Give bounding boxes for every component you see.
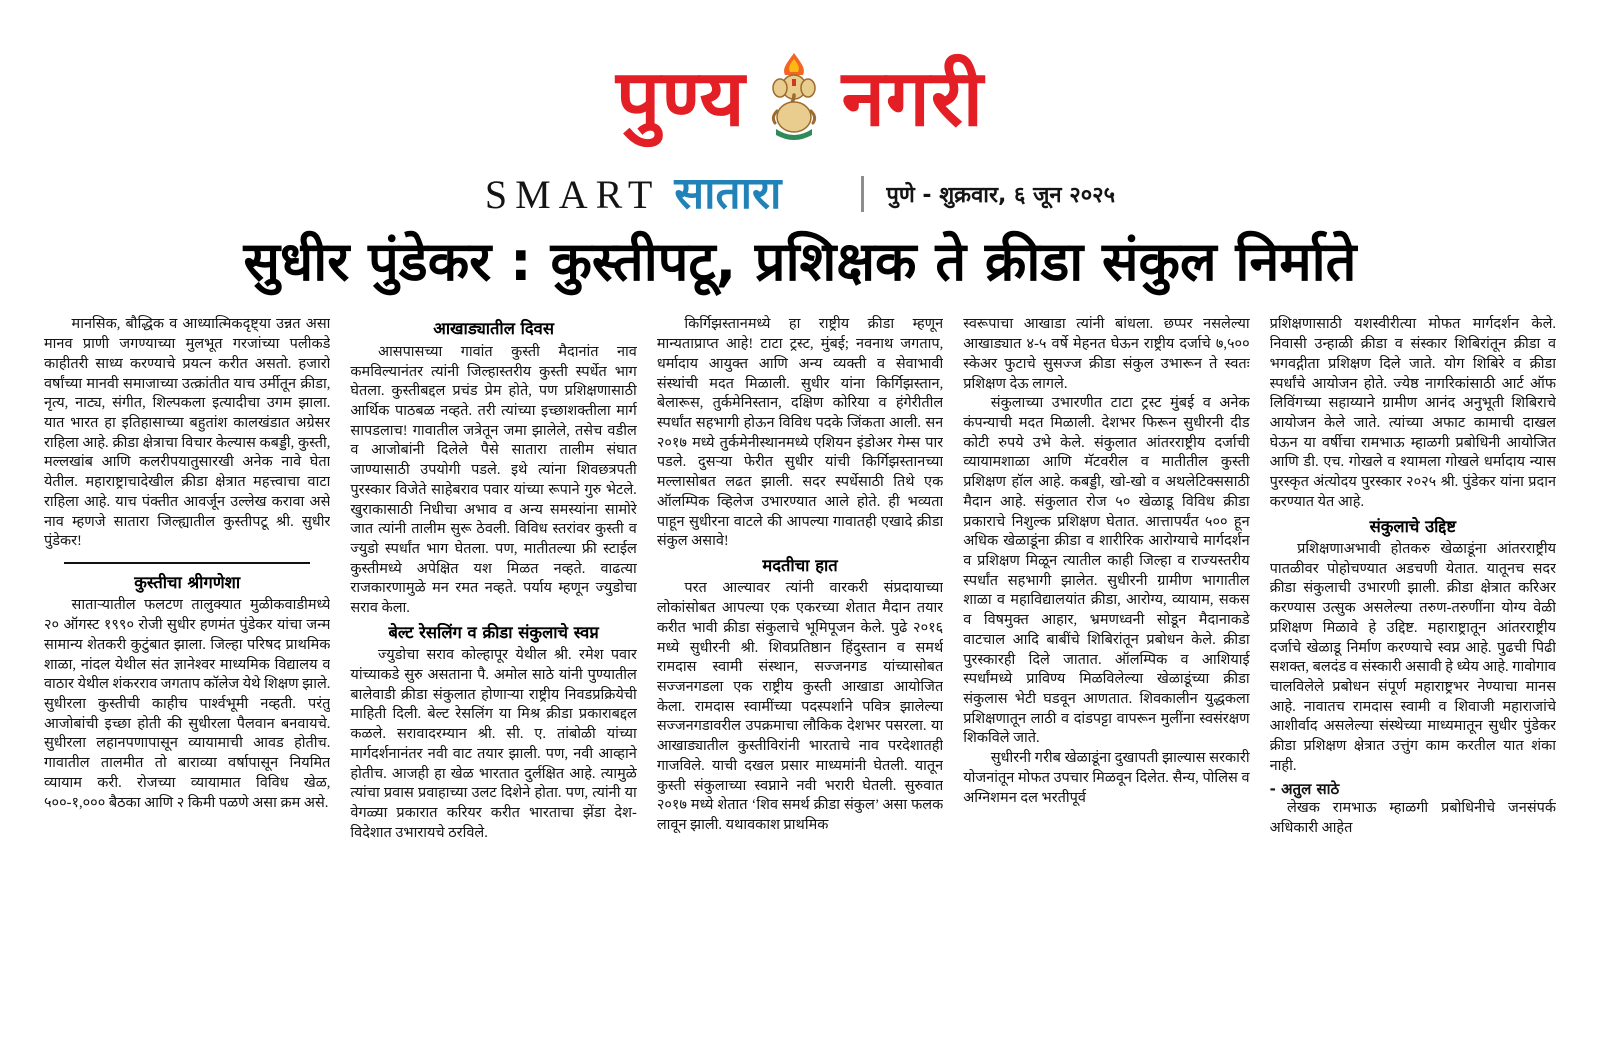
subheading: संकुलाचे उद्दिष्ट [1369, 516, 1457, 536]
subheading: मदतीचा हात [762, 556, 838, 576]
article-column-3 [657, 315, 943, 960]
author-byline: - अतुल साठे [1269, 779, 1340, 798]
paragraph: आसपासच्या गावांत कुस्ती मैदानांत नाव कमविल्यानंतर त्यांनी जिल्हास्तरीय कुस्ती स्पर्धेत भाग घेतला. कुस्तीबद्दल प्रचंड प्रेम होते, पण प्रशिक्षणासाठी आर्थिक पाठबळ नव्हते. तरी त्यांच्या इच्छाशक्तीला मार्ग सापडलाच! गावातील जत्रेतून जमा झालेले, तसेच वडील व आजोबांनी दिलेले पैसे सातारा तालीम संघात जाण्यासाठी उपयोगी पडले. इथे त्यांना शिवछत्रपती पुरस्कार विजेते साहेबराव पवार यांच्या रूपाने गुरु भेटले. खुराकासाठी निधीचा अभाव व अन्य समस्यांना सामोरे जात त्यांनी तालीम सुरू ठेवली. विविध स्तरांवर कुस्ती व ज्युडो स्पर्धांत भाग घेतला. पण, मातीतल्या फ्री स्टाईल कुस्तीमध्ये अपेक्षित यश मिळत नव्हते. वाढत्या राजकारणामुळे मन रमत नव्हते. पर्याय म्हणून ज्युडोचा सराव केला. [350, 343, 637, 617]
section-divider-rule [64, 562, 310, 564]
paragraph: स्वरूपाचा आखाडा त्यांनी बांधला. छप्पर नसलेल्या आखाड्यात ४-५ वर्षे मेहनत घेऊन राष्ट्रीय दर्जाचे ७,५०० स्केअर फुटाचे सुसज्ज क्रीडा संकुल उभारून ते स्वतः प्रशिक्षण देऊ लागले. [963, 316, 1250, 392]
subheading: आखाड्यातील दिवस [433, 319, 555, 339]
masthead-title-left: पुण्य [616, 54, 746, 144]
subheading: बेल्ट रेसलिंग व क्रीडा संकुलाचे स्वप्न [388, 622, 599, 642]
paragraph: संकुलाच्या उभारणीत टाटा ट्रस्ट मुंबई व अनेक कंपन्याची मदत मिळाली. देशभर फिरून सुधीरनी दीड कोटी रुपये उभे केले. संकुलात आंतरराष्ट्रीय दर्जाची व्यायामशाळा आणि मॅटवरील व मातीतील कुस्ती प्रशिक्षण हॉल आहे. कबड्डी, खो-खो व अथलेटिक्ससाठी मैदान आहे. संकुलात रोज ५० खेळाडू विविध क्रीडा प्रकाराचे निशुल्क प्रशिक्षण घेतात. आत्तापर्यंत ५०० हून अधिक खेळाडूंना क्रीडा व शारीरिक आरोग्याचे मार्गदर्शन व प्रशिक्षण मिळून त्यातील काही जिल्हा व राज्यस्तरीय स्पर्धांत सहभागी झालेत. सुधीरनी ग्रामीण भागातील शाळा व महाविद्यालयांत क्रीडा, आरोग्य, व्यायाम, सकस व विषमुक्त आहार, भ्रमणध्वनी सोडून मैदानाकडे वाटचाल आदि बाबींचे शिबिरांतून प्रबोधन केले. क्रीडा पुरस्कारही दिले जातात. ऑलम्पिक व आशियाई स्पर्धांमध्ये प्राविण्य मिळविलेल्या खेळाडूंच्या क्रीडा संकुलास भेटी घडवून आणतात. शिवकालीन युद्धकला प्रशिक्षणातून लाठी व दांडपट्टा वापरून मुलींना स्वसंरक्षण शिकविले जाते. [963, 395, 1250, 747]
masthead-title-right: नगरी [841, 54, 984, 144]
article-columns [44, 315, 1556, 960]
article-column-2 [350, 315, 636, 960]
paragraph: किर्गिझस्तानमध्ये हा राष्ट्रीय क्रीडा म्हणून मान्यताप्राप्त आहे! टाटा ट्रस्ट, मुंबई; नवनाथ जगताप, धर्मादाय आयुक्त आणि अन्य व्यक्ती व सेवाभावी संस्थांची मदत मिळाली. सुधीर यांना किर्गिझस्तान, बेलारूस, तुर्कमेनिस्तान, दक्षिण कोरिया व हंगेरीतील स्पर्धांत सहभागी होऊन विविध पदके जिंकता आली. सन २०१७ मध्ये तुर्कमेनीस्थानमध्ये एशियन इंडोअर गेम्स पार पडले. दुसऱ्या फेरीत सुधीर यांची किर्गिझस्तानच्या मल्लासोबत लढत झाली. सदर स्पर्धेसाठी तिथे एक ऑलम्पिक व्हिलेज उभारण्यात आले होते. ही भव्यता पाहून सुधीरना वाटले की आपल्या गावातही एखादे क्रीडा संकुल असावे! [656, 316, 944, 550]
paragraph: ज्युडोचा सराव कोल्हापूर येथील श्री. रमेश पवार यांच्याकडे सुरु असताना पै. अमोल साठे यांनी पुण्यातील बालेवाडी क्रीडा संकुलात होणाऱ्या राष्ट्रीय निवडप्रक्रियेची माहिती दिली. बेल्ट रेसलिंग या मिश्र क्रीडा प्रकाराबद्दल कळले. सरावादरम्यान श्री. सी. ए. तांबोळी यांच्या मार्गदर्शनानंतर नवी वाट तयार झाली. पण, नवी आव्हाने होतीच. आजही हा खेळ भारतात दुर्लक्षित आहे. त्यामुळे त्यांचा प्रवास प्रवाहाच्या उलट दिशेने होता. पण, त्यांनी या वेगळ्या प्रकारात करियर करीत भारताचा झेंडा देश-विदेशात उभारायचे ठरविले. [350, 647, 637, 841]
subheading: कुस्तीचा श्रीगणेशा [134, 573, 241, 593]
paragraph: मानसिक, बौद्धिक व आध्यात्मिकदृष्ट्या उन्नत असा मानव प्राणी जगण्याच्या मुलभूत गरजांच्या पलीकडे काहीतरी साध्य करण्याचे प्रयत्न करीत असतो. हजारो वर्षांच्या मानवी समाजाच्या उत्क्रांतीत याच उर्मीतून क्रीडा, नृत्य, नाट्य, संगीत, शिल्पकला इत्यादीचा उगम झाला. यात भारत हा इतिहासाच्या बहुतांश कालखंडात अग्रेसर राहिला आहे. क्रीडा क्षेत्राचा विचार केल्यास कबड्डी, कुस्ती, मल्लखांब आणि कलरीपयातुसारखी अनेक नावे घेता येतील. महाराष्ट्राचादेखील क्रीडा क्षेत्रात महत्त्वाचा वाटा राहिला आहे. याच पंक्तीत आवर्जून उल्लेख करावा असे नाव म्हणजे सातारा जिल्ह्यातील कुस्तीपटू श्री. सुधीर पुंडेकर! [44, 316, 331, 550]
author-description: लेखक रामभाऊ म्हाळगी प्रबोधिनीचे जनसंपर्क अधिकारी आहेत [1269, 800, 1556, 836]
paragraph: प्रशिक्षणाअभावी होतकरु खेळाडूंना आंतरराष्ट्रीय पातळीवर पोहोचण्यात अडचणी येतात. यातूनच सदर क्रीडा संकुलाची उभारणी झाली. क्रीडा क्षेत्रात करिअर करण्यास उत्सुक असलेल्या तरुण-तरुणींना योग्य वेळी प्रशिक्षण मिळावे हे उद्दिष्ट. महाराष्ट्रातून आंतरराष्ट्रीय दर्जाचे खेळाडू निर्माण करण्याचे स्वप्न आहे. पुढची पिढी सशक्त, बलदंड व संस्कारी असावी हे ध्येय आहे. गावोगाव चालविलेले प्रबोधन संपूर्ण महाराष्ट्रभर नेण्याचा मानस आहे. नावातच रामदास स्वामी व शिवाजी महाराजांचे आशीर्वाद असलेल्या संस्थेच्या माध्यमातून सुधीर पुंडेकर क्रीडा प्रशिक्षण क्षेत्रात उत्तुंग काम करतील यात शंका नाही. [1269, 541, 1556, 774]
article-column-5 [1270, 315, 1556, 960]
section-name: सातारा [674, 168, 782, 219]
dateline: पुणे - शुक्रवार, ६ जून २०२५ [886, 183, 1116, 208]
paragraph: प्रशिक्षणासाठी यशस्वीरीत्या मोफत मार्गदर्शन केले. निवासी उन्हाळी क्रीडा व संस्कार शिबिरांतून क्रीडा व भगवद्गीता प्रशिक्षण दिले जाते. योग शिबिरे व क्रीडा स्पर्धांचे आयोजन होते. ज्येष्ठ नागरिकांसाठी आर्ट ऑफ लिविंगच्या सहाय्याने ग्रामीण आनंद अनुभूती शिबिराचे आयोजन केले जाते. त्यांच्या अफाट कामाची दाखल घेऊन या वर्षीचा रामभाऊ म्हाळगी प्रबोधिनी आयोजित आणि डी. एच. गोखले व श्यामला गोखले धर्मादाय न्यास पुरस्कृत अंत्योदय पुरस्कार २०२५ श्री. पुंडेकर यांना प्रदान करण्यात येत आहे. [1269, 316, 1556, 510]
ganesha-icon [758, 49, 830, 149]
paragraph: सुधीरनी गरीब खेळाडूंना दुखापती झाल्यास सरकारी योजनांतून मोफत उपचार मिळवून दिलेत. सैन्य, पोलिस व अग्निशमन दल भरतीपूर्व [963, 750, 1250, 806]
smart-label: SMART [484, 171, 661, 217]
article-column-4 [963, 315, 1249, 960]
article-column-1 [44, 315, 330, 960]
section-bar [44, 168, 1556, 220]
vertical-divider [861, 176, 864, 212]
paragraph: साताऱ्यातील फलटण तालुक्यात मुळीकवाडीमध्ये २० ऑगस्ट १९९० रोजी सुधीर हणमंत पुंडेकर यांचा जन्म सामान्य शेतकरी कुटुंबात झाला. जिल्हा परिषद प्राथमिक शाळा, नांदल येथील संत ज्ञानेश्वर माध्यमिक विद्यालय व वाठार येथील शंकरराव जगताप कॉलेज येथे शिक्षण झाले. सुधीरला कुस्तीची काहीच पार्श्वभूमी नव्हती. परंतु आजोबांची इच्छा होती की सुधीरला पैलवान बनवायचे. सुधीरला लहानपणापासून व्यायामाची आवड होतीच. गावातील तालमीत तो बाराव्या वर्षापासून नियमित व्यायाम करी. रोजच्या व्यायामात विविध खेळ, ५००-१,००० बैठका आणि २ किमी पळणे असा क्रम असे. [44, 597, 331, 811]
masthead [44, 44, 1556, 154]
paragraph: परत आल्यावर त्यांनी वारकरी संप्रदायाच्या लोकांसोबत आपल्या एक एकरच्या शेतात मैदान तयार करीत भावी क्रीडा संकुलाचे भूमिपूजन केले. पुढे २०१६ मध्ये सुधीरनी श्री. शिवप्रतिष्ठान हिंदुस्तान व समर्थ रामदास स्वामी संस्थान, सज्जनगड यांच्यासोबत सज्जनगडला एक राष्ट्रीय कुस्ती आखाडा आयोजित केला. रामदास स्वामींच्या पदस्पर्शाने पवित्र झालेल्या सज्जनगडावरील उपक्रमाचा लौकिक देशभर पसरला. या आखाड्यातील कुस्तीविरांनी भारताचे नाव परदेशातही गाजविले. याची दखल प्रसार माध्यमांनी घेतली. यातून कुस्ती संकुलाच्या स्वप्नाने नवी भरारी घेतली. सुरुवात २०१७ मध्ये शेतात ‘शिव समर्थ क्रीडा संकुल’ असा फलक लावून झाली. यथावकाश प्राथमिक [656, 580, 944, 834]
article-headline: सुधीर पुंडेकर : कुस्तीपटू, प्रशिक्षक ते क्रीडा संकुल निर्माते [243, 230, 1357, 293]
